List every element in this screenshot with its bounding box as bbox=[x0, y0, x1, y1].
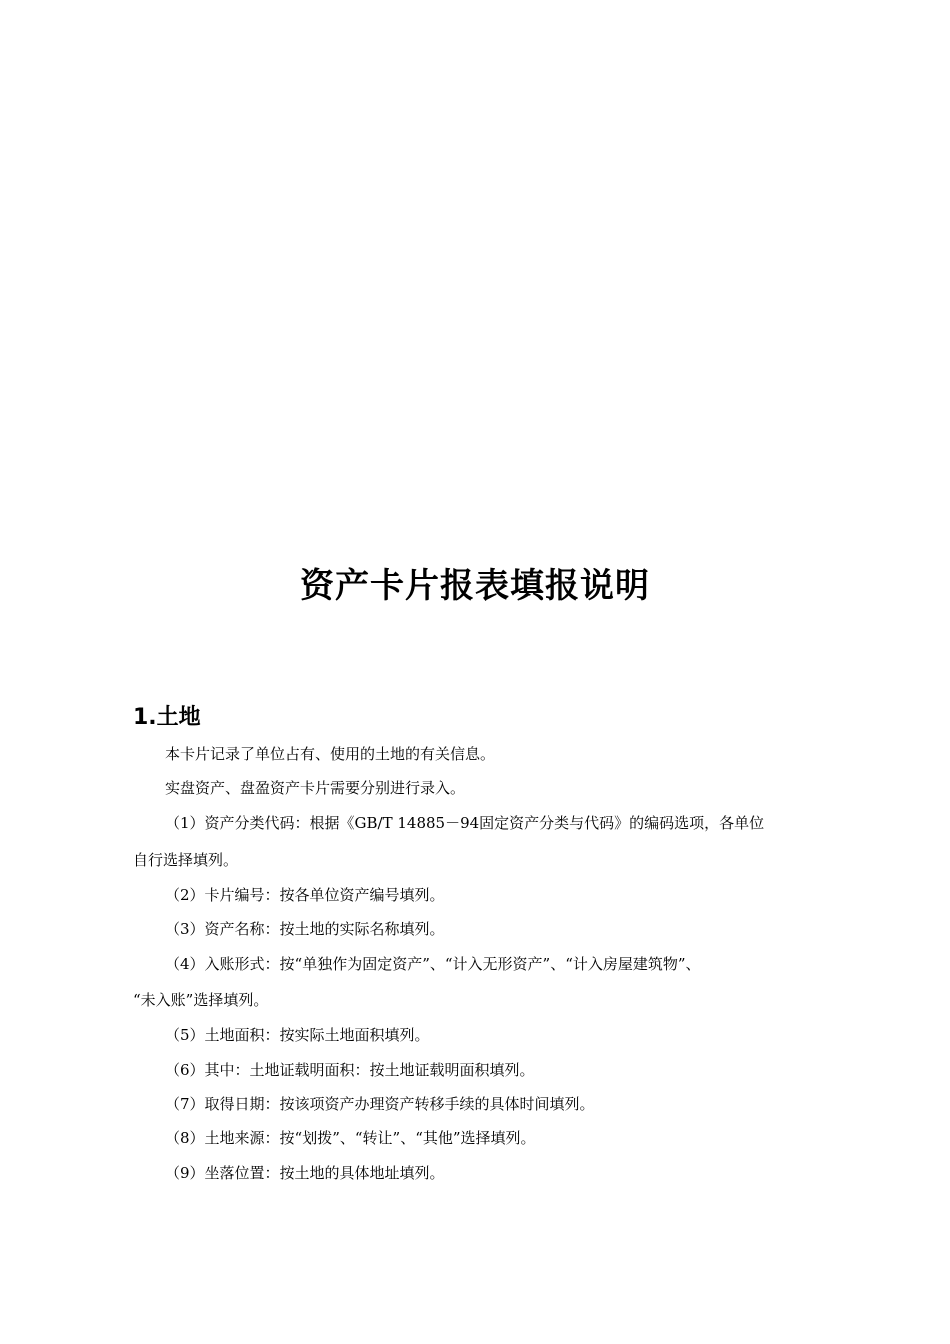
item-3: （3）资产名称：按土地的实际名称填列。 bbox=[165, 920, 445, 938]
item-9: （9）坐落位置：按土地的具体地址填列。 bbox=[165, 1164, 445, 1182]
intro-paragraph-2: 实盘资产、盘盈资产卡片需要分别进行录入。 bbox=[165, 779, 466, 797]
item-2: （2）卡片编号：按各单位资产编号填列。 bbox=[165, 886, 445, 904]
item-6: （6）其中：土地证载明面积：按土地证载明面积填列。 bbox=[165, 1061, 535, 1079]
item-1-line-2: 自行选择填列。 bbox=[133, 851, 239, 869]
item-8: （8）土地来源：按“划拨”、“转让”、“其他”选择填列。 bbox=[165, 1129, 536, 1147]
section-heading-land: 1.土地 bbox=[133, 705, 201, 730]
item-5: （5）土地面积：按实际土地面积填列。 bbox=[165, 1026, 430, 1044]
item-4-line-2: “未入账”选择填列。 bbox=[133, 991, 269, 1009]
document-title: 资产卡片报表填报说明 bbox=[300, 566, 650, 606]
item-7: （7）取得日期：按该项资产办理资产转移手续的具体时间填列。 bbox=[165, 1095, 595, 1113]
item-1-line-1: （1）资产分类代码：根据《GB/T 14885－94固定资产分类与代码》的编码选项，各单位 bbox=[165, 814, 765, 832]
item-4-line-1: （4）入账形式：按“单独作为固定资产”、“计入无形资产”、“计入房屋建筑物”、 bbox=[165, 955, 701, 973]
intro-paragraph-1: 本卡片记录了单位占有、使用的土地的有关信息。 bbox=[165, 745, 496, 763]
